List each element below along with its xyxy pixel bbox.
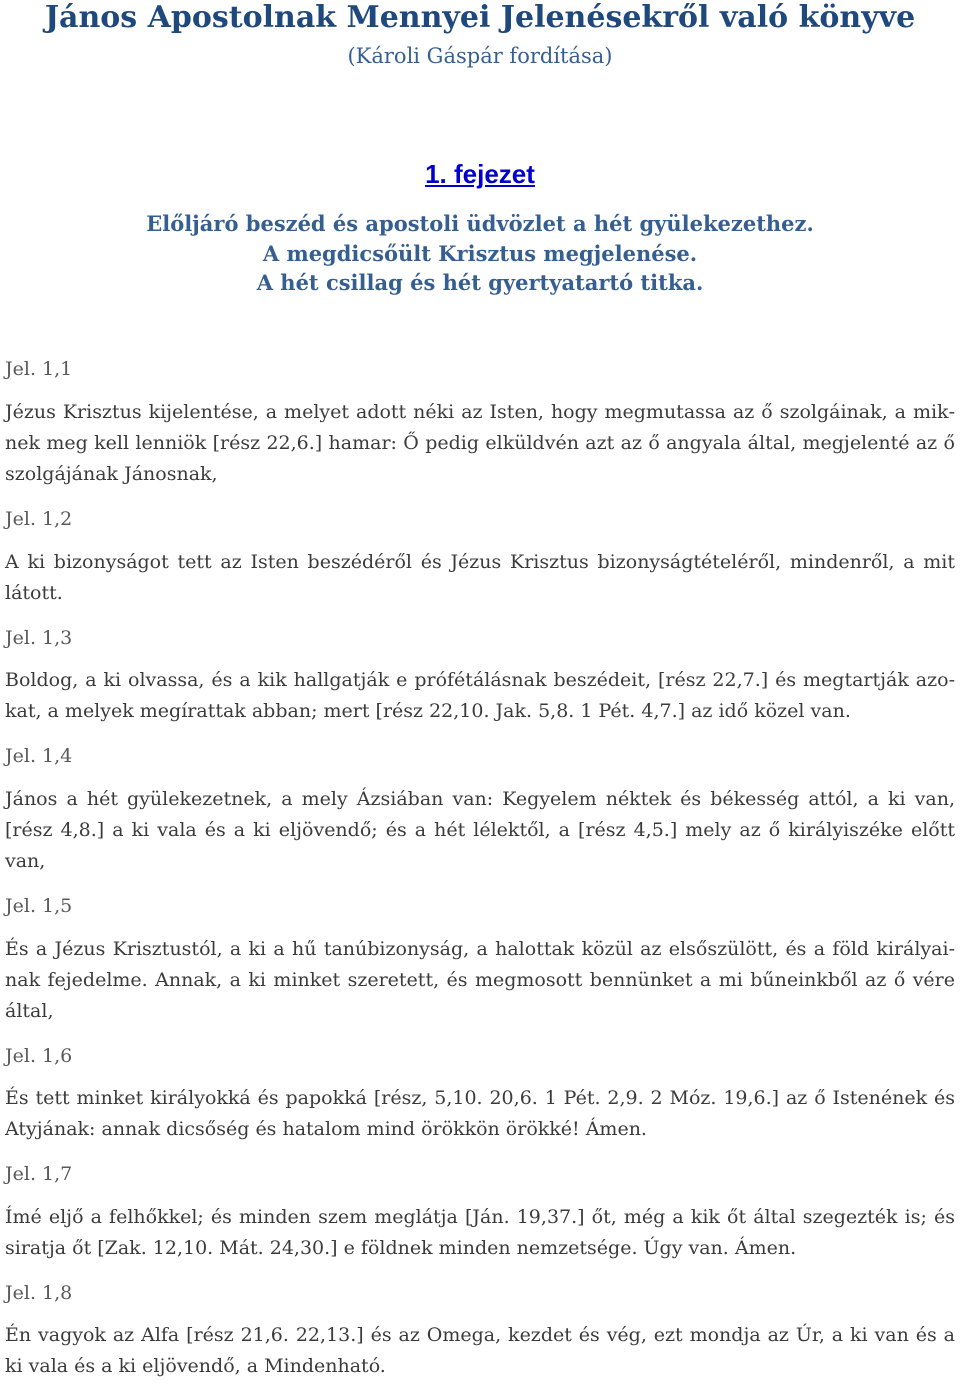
verse-ref: Jel. 1,7 (5, 1163, 73, 1185)
chapter-summary-line: A hét csillag és hét gyertyatartó titka. (256, 270, 704, 295)
verse-text: Boldog, a ki olvassa, és a kik hallgatják e prófétálásnak beszédeit, [rész 22,7.] és megtartják azokat, a melyek megírattak abban; mert [rész 22,10. Jak. 5,8. 1 Pét. 4,7.] az idő közel van. (5, 669, 955, 722)
verse-ref: Jel. 1,5 (5, 895, 73, 917)
verse-text: Ímé eljő a felhőkkel; és minden szem meglátja [Ján. 19,37.] őt, még a kik őt által szegezték is; és siratja őt [Zak. 12,10. Mát. 24,30.] e földnek minden nemzetsége. Úgy van. Ámen. (5, 1206, 955, 1259)
verse-text: Én vagyok az Alfa [rész 21,6. 22,13.] és az Omega, kezdet és vég, ezt mondja az Úr, a ki van és a ki vala és a ki eljövendő, a Mindenható. (5, 1324, 955, 1377)
verse-ref: Jel. 1,4 (5, 745, 73, 767)
chapter-summary (0, 209, 960, 298)
verse-text: Jézus Krisztus kijelentése, a melyet adott néki az Isten, hogy megmutassa az ő szolgáinak, a miknek meg kell lenniök [rész 22,6.] hamar: Ő pedig elküldvén azt az ő angyala által, megjelenté az ő szolgájának Jánosnak, (5, 401, 955, 485)
chapter-link[interactable]: 1. fejezet (425, 159, 535, 189)
verse-ref: Jel. 1,6 (5, 1045, 73, 1067)
verse-ref: Jel. 1,3 (5, 627, 73, 649)
chapter-summary-line: Előljáró beszéd és apostoli üdvözlet a hét gyülekezethez. (146, 211, 814, 236)
verse-ref: Jel. 1,1 (5, 358, 73, 380)
chapter-summary-line: A megdicsőült Krisztus megjelenése. (262, 240, 698, 266)
verse-text: És a Jézus Krisztustól, a ki a hű tanúbizonyság, a halottak közül az elsőszülött, és a föld királyainak fejedelme. Annak, a ki minket szeretett, és megmosott bennünket a mi bűneinkből az ő vére által, (5, 938, 955, 1022)
document-subtitle: (Károli Gáspár fordítása) (347, 44, 613, 68)
verse-ref: Jel. 1,8 (5, 1282, 73, 1304)
verse-text: A ki bizonyságot tett az Isten beszédéről és Jézus Krisztus bizonyságtételéről, mindenről, a mit látott. (5, 551, 955, 604)
verse-text: János a hét gyülekezetnek, a mely Ázsiában van: Kegyelem néktek és békesség attól, a ki van, [rész 4,8.] a ki vala és a ki eljövendő; és a hét lélektől, a [rész 4,5.] mely az ő királyiszéke előtt van, (5, 788, 955, 872)
verse-ref: Jel. 1,2 (5, 508, 73, 530)
verse-text: És tett minket királyokká és papokká [rész, 5,10. 20,6. 1 Pét. 2,9. 2 Móz. 19,6.] az ő Istenének és Atyjának: annak dicsőség és hatalom mind örökkön örökké! Ámen. (5, 1087, 955, 1140)
document-title: János Apostolnak Mennyei Jelenésekről való könyve (44, 0, 916, 35)
